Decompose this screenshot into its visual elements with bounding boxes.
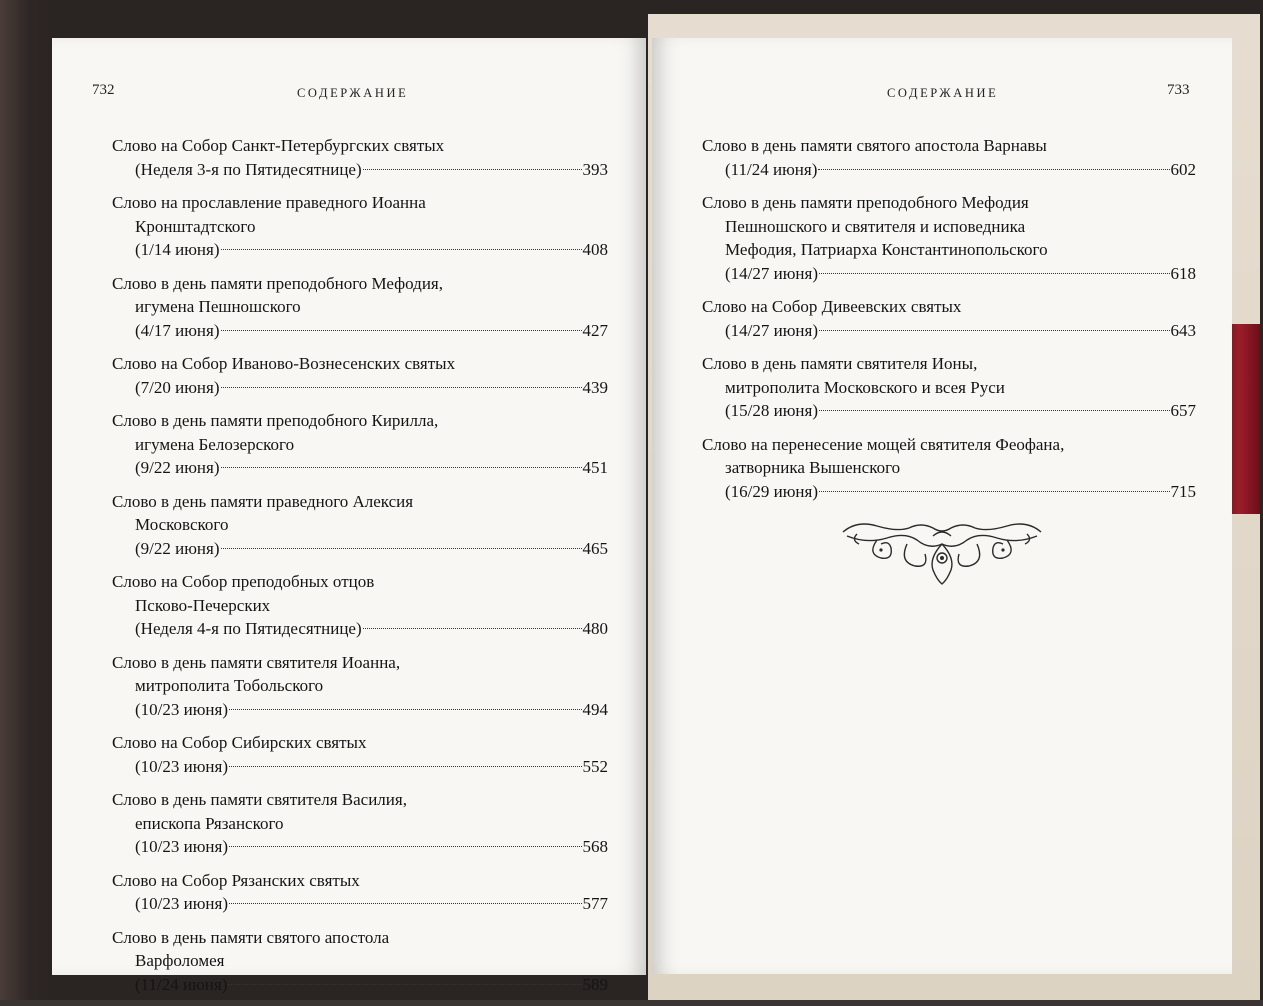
toc-entry: [702, 134, 1196, 181]
toc-entry-last-line: [112, 456, 608, 480]
toc-entry-last-line: [702, 158, 1196, 182]
toc-entry-title: Слово в день памяти святителя Иоанна,: [112, 652, 401, 672]
dot-leader: [819, 273, 1169, 274]
toc-entry-title: Слово на Собор Рязанских святых: [112, 870, 360, 890]
toc-entry-date: (10/23 июня): [135, 837, 229, 856]
dot-leader: [819, 410, 1169, 411]
toc-entry-title: Слово в день памяти святого апостола: [112, 927, 390, 947]
dot-leader: [818, 169, 1169, 170]
toc-entry-title: игумена Пешношского: [135, 297, 301, 316]
toc-entry: [112, 788, 608, 859]
toc-entry-title: Слово на прославление праведного Иоанна: [112, 193, 426, 212]
toc-entry-date: (16/29 июня): [725, 481, 819, 501]
dot-leader: [363, 169, 582, 170]
floral-vignette-icon: [837, 514, 1047, 586]
toc-entry: [702, 352, 1196, 423]
toc-entry-title: Слово в день памяти праведного Алексия: [112, 491, 414, 511]
toc-page-number: 568: [582, 837, 608, 856]
running-head: СОДЕРЖАНИЕ: [297, 86, 409, 100]
toc-entry-title: Слово в день памяти святителя Ионы,: [702, 354, 978, 373]
right-page: [652, 38, 1232, 974]
toc-entry-date: (Неделя 4-я по Пятидесятнице): [135, 619, 362, 638]
toc-entry-date: (14/27 июня): [725, 263, 819, 283]
table-of-contents: [702, 134, 1196, 513]
toc-entry-title: митрополита Тобольского: [135, 676, 324, 695]
running-head: СОДЕРЖАНИЕ: [887, 86, 999, 100]
toc-entry: [112, 409, 608, 480]
toc-page-number: 657: [1170, 401, 1196, 420]
dot-leader: [229, 903, 581, 904]
dot-leader: [221, 467, 582, 468]
toc-entry-title: Слово на Собор Иваново-Вознесенских святых: [112, 354, 456, 373]
toc-entry: [702, 295, 1196, 342]
toc-page-number: 552: [582, 756, 608, 776]
toc-entry-last-line: [112, 238, 608, 262]
toc-entry: [112, 191, 608, 262]
toc-entry-last-line: [702, 262, 1196, 286]
toc-entry-last-line: [112, 698, 608, 722]
toc-entry-date: (9/22 июня): [135, 538, 220, 558]
dot-leader: [221, 249, 582, 250]
toc-entry-date: (14/27 июня): [725, 320, 819, 340]
dot-leader: [221, 330, 582, 331]
toc-entry: [112, 490, 608, 561]
toc-entry: [702, 433, 1196, 504]
toc-entry-date: (10/23 июня): [135, 756, 229, 776]
dot-leader: [229, 766, 581, 767]
toc-entry-title: Московского: [135, 515, 229, 534]
toc-page-number: 480: [582, 619, 608, 638]
toc-entry-title: Слово на перенесение мощей святителя Феофана,: [702, 434, 1065, 454]
toc-entry-last-line: [112, 755, 608, 779]
toc-entry-title: митрополита Московского и всея Руси: [725, 377, 1005, 397]
toc-entry-date: (4/17 июня): [135, 320, 220, 340]
toc-entry: [112, 926, 608, 997]
toc-entry-last-line: [702, 319, 1196, 343]
toc-page-number: 408: [582, 240, 608, 259]
toc-entry-date: (9/22 июня): [135, 458, 220, 477]
toc-entry-title: Слово в день памяти преподобного Кирилла,: [112, 411, 439, 430]
toc-page-number: 618: [1170, 263, 1196, 283]
toc-entry-title: Слово в день памяти святителя Василия,: [112, 790, 407, 809]
toc-entry-date: (10/23 июня): [135, 699, 229, 719]
toc-entry-title: Слово в день памяти преподобного Мефодия,: [112, 273, 443, 293]
dot-leader: [819, 491, 1169, 492]
toc-entry-date: (7/20 июня): [135, 377, 220, 397]
toc-page-number: 427: [582, 320, 608, 340]
toc-entry-title: Слово на Собор Дивеевских святых: [702, 297, 962, 316]
toc-entry: [112, 134, 608, 181]
toc-entry-last-line: [112, 617, 608, 641]
toc-entry-title: игумена Белозерского: [135, 434, 295, 454]
toc-entry-last-line: [112, 537, 608, 561]
table-of-contents: [112, 134, 608, 1006]
toc-entry-last-line: [702, 399, 1196, 423]
toc-entry: [112, 651, 608, 722]
toc-page-number: 439: [582, 377, 608, 397]
toc-entry-last-line: [112, 973, 608, 997]
page-number: 733: [1167, 82, 1190, 98]
toc-entry-title: Слово в день памяти преподобного Мефодия: [702, 193, 1029, 212]
toc-entry: [112, 731, 608, 778]
dot-leader: [221, 387, 582, 388]
toc-entry-last-line: [112, 158, 608, 182]
dot-leader: [228, 984, 581, 985]
toc-page-number: 451: [582, 458, 608, 477]
toc-entry-date: (15/28 июня): [725, 401, 819, 420]
toc-entry: [112, 869, 608, 916]
toc-entry: [112, 570, 608, 641]
toc-page-number: 577: [582, 894, 608, 913]
toc-entry-last-line: [702, 480, 1196, 504]
toc-entry-date: (11/24 июня): [135, 974, 228, 994]
dot-leader: [819, 330, 1169, 331]
toc-entry-title: епископа Рязанского: [135, 813, 284, 833]
toc-entry-title: Слово на Собор Сибирских святых: [112, 733, 367, 752]
toc-entry-title: Слово на Собор Санкт-Петербургских святых: [112, 136, 445, 155]
dot-leader: [221, 548, 582, 549]
toc-entry-title: Слово на Собор преподобных отцов: [112, 572, 375, 591]
toc-page-number: 715: [1170, 481, 1196, 501]
dot-leader: [363, 628, 582, 629]
toc-entry-date: (10/23 июня): [135, 894, 229, 913]
toc-page-number: 589: [582, 974, 608, 994]
toc-entry-last-line: [112, 376, 608, 400]
page-number: 732: [92, 82, 115, 98]
toc-entry: [702, 191, 1196, 285]
toc-page-number: 465: [582, 538, 608, 558]
toc-entry-last-line: [112, 319, 608, 343]
toc-page-number: 602: [1170, 159, 1196, 179]
toc-entry-date: (Неделя 3-я по Пятидесятнице): [135, 159, 362, 179]
toc-entry-title: Мефодия, Патриарха Константинопольского: [725, 240, 1048, 259]
toc-entry-title: Кронштадтского: [135, 216, 256, 236]
toc-page-number: 643: [1170, 320, 1196, 340]
toc-entry-title: Слово в день памяти святого апостола Варнавы: [702, 136, 1047, 155]
toc-entry-title: Пешношского и святителя и исповедника: [725, 216, 1026, 236]
toc-entry-title: Варфоломея: [135, 951, 225, 970]
toc-entry-title: затворника Вышенского: [725, 458, 901, 477]
left-page: [52, 38, 646, 994]
toc-page-number: 393: [582, 159, 608, 179]
toc-entry: [112, 352, 608, 399]
toc-entry-title: Псково-Печерских: [135, 595, 271, 615]
toc-entry-date: (1/14 июня): [135, 240, 220, 259]
toc-entry: [112, 272, 608, 343]
toc-entry-last-line: [112, 892, 608, 916]
toc-page-number: 494: [582, 699, 608, 719]
dot-leader: [229, 709, 581, 710]
toc-entry-date: (11/24 июня): [725, 159, 818, 179]
dot-leader: [229, 846, 581, 847]
toc-entry-last-line: [112, 835, 608, 859]
